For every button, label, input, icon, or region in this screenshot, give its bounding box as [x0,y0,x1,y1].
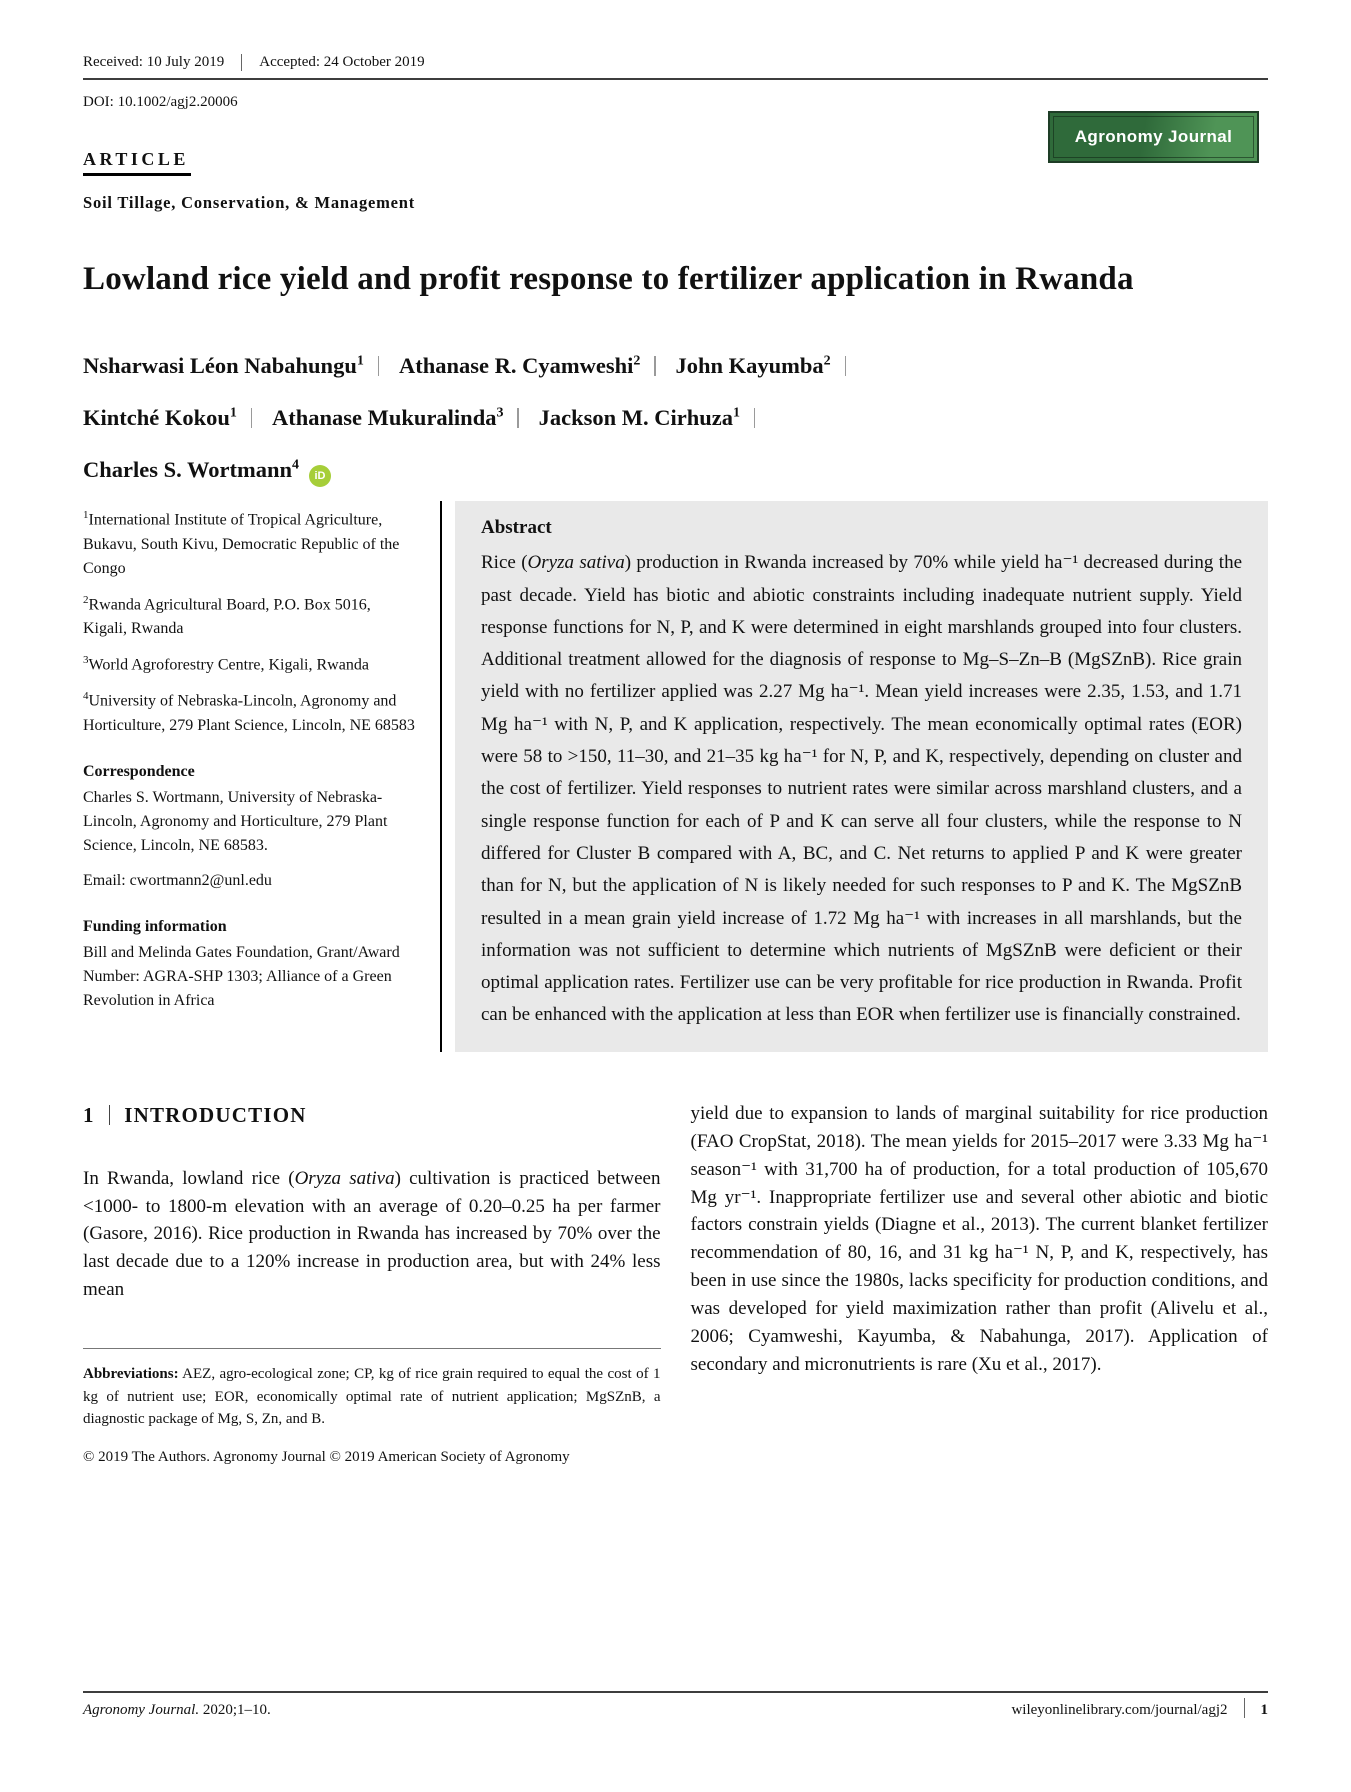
author-affiliation-sup: 4 [291,457,299,473]
author [83,444,331,496]
journal-badge[interactable] [1048,111,1259,163]
funding-body: Bill and Melinda Gates Foundation, Grant/Award Number: AGRA-SHP 1303; Alliance of a Green Revolution in Africa [83,943,400,1009]
article-type-label: ARTICLE [83,149,191,176]
author-name: John Kayumba [675,353,824,379]
author-affiliation-sup: 1 [229,405,237,421]
affiliation-sup: 4 [83,690,89,703]
section-number: 1 [83,1102,95,1127]
heading-separator [109,1105,111,1125]
article-category: Soil Tillage, Conservation, & Management [83,193,416,212]
correspondence-heading: Correspondence [83,762,195,780]
two-column-body [83,1100,1268,1468]
orcid-icon[interactable]: iD [309,465,331,487]
affiliation [83,507,418,580]
abstract-text: Rice (Oryza sativa) production in Rwanda increased by 70% while yield ha⁻¹ decreased during the past decade. Yield has biotic and abiotic constraints including inadequate nutrient supply. Yield response functions for N, P, and K were determined in eight marshlands grouped into four clusters. Additional treatment allowed for the diagnosis of response to Mg–S–Zn–B (MgSZnB). Rice grain yield with no fertilizer applied was 2.27 Mg ha⁻¹. Mean yield increases were 2.35, 1.53, and 1.71 Mg ha⁻¹ with N, P, and K application, respectively. The mean economically optimal rates (EOR) were 58 to >150, 11–30, and 21–35 kg ha⁻¹ for N, P, and K, respectively, depending on cluster and the cost of fertilizer. Yield responses to nutrient rates were similar across marshland clusters, and a single response function for each of P and K can serve all four clusters, while the response to N differed for Cluster B compared with A, BC, and C. Net returns to applied P and K were greater than for N, but the application of N is likely needed for such responses to P and K. The MgSZnB resulted in a mean grain yield increase of 1.72 Mg ha⁻¹ with increases in all marshlands, but the information was not sufficient to determine which nutrients of MgSZnB were deficient or their optimal application rates. Fertilizer use can be very profitable for rice production in Rwanda. Profit can be enhanced with the application at less than EOR when fertilizer use is financially constrained. [481,552,1243,1026]
affiliation-sup: 3 [83,653,89,666]
abbreviations [83,1363,661,1431]
left-column [83,1100,661,1468]
copyright-line: © 2019 The Authors. Agronomy Journal © 2019 American Society of Agronomy [83,1448,570,1465]
author-affiliation-sup: 1 [732,405,740,421]
author-separator [654,356,656,376]
author-affiliation-sup: 3 [496,405,504,421]
footer-right [1011,1702,1268,1719]
author-separator [845,356,847,376]
author [83,340,393,392]
affiliation-text: Rwanda Agricultural Board, P.O. Box 5016, Kigali, Rwanda [83,595,371,637]
author-name: Charles S. Wortmann [83,456,292,482]
received-date: Received: 10 July 2019 [83,54,225,70]
received-accepted-row [83,54,1268,71]
funding-heading: Funding information [83,917,227,935]
footer-row [83,1693,1268,1719]
footer-journal-name: Agronomy Journal. [83,1702,200,1718]
journal-badge-label: Agronomy Journal [1074,127,1233,146]
affiliation-text: World Agroforestry Centre, Kigali, Rwanda [88,656,369,674]
author [675,340,860,392]
abstract-box [455,501,1268,1051]
author-name: Jackson M. Cirhuza [538,404,733,430]
doi: DOI: 10.1002/agj2.20006 [83,94,238,110]
affiliation [83,592,418,641]
author-affiliation-sup: 2 [823,353,831,369]
author-affiliation-sup: 1 [356,353,364,369]
header-rule [83,78,1268,80]
abbreviations-label: Abbreviations: [83,1366,179,1383]
affiliation [83,688,418,737]
affiliation-sup: 1 [83,509,89,522]
abbreviations-text: AEZ, agro-ecological zone; CP, kg of rice grain required to equal the cost of 1 kg of nutrient use; EOR, economically optimal rate of nutrient application; MgSZnB, a diagnostic package of Mg, S, Zn, and B. [83,1366,661,1428]
author-name: Nsharwasi Léon Nabahungu [83,353,357,379]
section-title: INTRODUCTION [124,1102,307,1127]
paper-title: Lowland rice yield and profit response to fertilizer application in Rwanda [83,261,1134,297]
author-name: Athanase Mukuralinda [272,404,497,430]
intro-paragraph-right: yield due to expansion to lands of marginal suitability for rice production (FAO CropStat, 2018). The mean yields for 2015–2017 were 3.33 Mg ha⁻¹ season⁻¹ with 31,700 ha of production, for a total production of 105,670 Mg yr⁻¹. Inappropriate fertilizer use and several other abiotic and biotic factors constrain yields (Diagne et al., 2013). The current blanket fertilizer recommendation of 80, 16, and 31 kg ha⁻¹ N, P, and K, respectively, has been in use since the 1980s, lacks specificity for production conditions, and was developed for yield maximization rather than profit (Alivelu et al., 2006; Cyamweshi, Kayumba, & Nabahunga, 2017). Application of secondary and micronutrients is rare (Xu et al., 2017). [690,1102,1268,1376]
affiliation-sup: 2 [83,593,89,606]
author [83,392,266,444]
author-separator [378,356,380,376]
affiliations-column [83,501,440,1051]
section-heading [83,1100,661,1131]
page-number: 1 [1260,1702,1268,1718]
author-separator [517,408,519,428]
author-name: Athanase R. Cyamweshi [398,353,634,379]
right-column [691,1100,1269,1468]
affiliation [83,652,418,677]
affiliation-text: International Institute of Tropical Agriculture, Bukavu, South Kivu, Democratic Republic of the Congo [83,511,400,577]
correspondence-email[interactable]: Email: cwortmann2@unl.edu [83,871,272,889]
footer-citation-pages: 2020;1–10. [202,1702,271,1718]
footnote-rule [83,1348,661,1349]
footer-url[interactable]: wileyonlinelibrary.com/journal/agj2 [1011,1702,1228,1718]
author-separator [754,408,756,428]
intro-paragraph-left: In Rwanda, lowland rice (Oryza sativa) cultivation is practiced between <1000- to 1800-m elevation with an average of 0.20–0.25 ha per farmer (Gasore, 2016). Rice production in Rwanda has increased by 70% over the last decade due to a 120% increase in production area, but with 24% less mean [83,1167,661,1301]
author-name: Kintché Kokou [83,404,230,430]
author [399,340,670,392]
info-section [83,501,1268,1051]
page-footer [83,1691,1268,1719]
vertical-divider [440,501,442,1051]
footnote-block [83,1348,661,1468]
footer-citation [83,1702,271,1719]
accepted-date: Accepted: 24 October 2019 [259,54,425,70]
abstract-heading: Abstract [481,517,552,539]
author [272,392,533,444]
introduction-section [83,1100,1268,1468]
author-separator [251,408,253,428]
affiliation-text: University of Nebraska-Lincoln, Agronomy and Horticulture, 279 Plant Science, Lincoln, NE 68583 [83,692,415,734]
separator-bar [241,54,242,71]
separator-bar [1244,1698,1245,1718]
author-affiliation-sup: 2 [633,353,641,369]
author [539,392,770,444]
author-list [83,340,1003,495]
correspondence-body: Charles S. Wortmann, University of Nebraska-Lincoln, Agronomy and Horticulture, 279 Plant Science, Lincoln, NE 68583. [83,788,388,854]
